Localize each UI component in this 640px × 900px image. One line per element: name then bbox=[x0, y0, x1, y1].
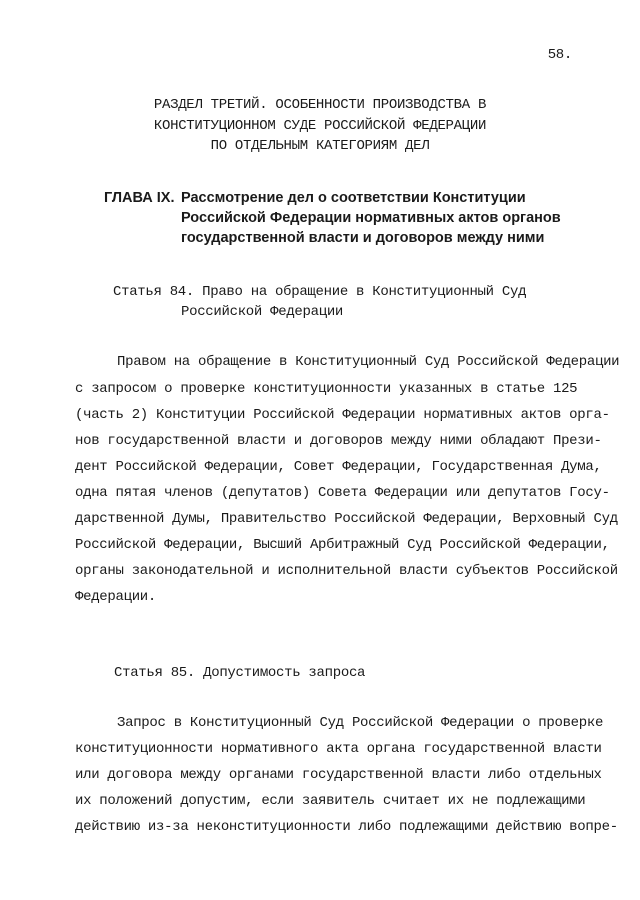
chapter-title-line-3: государственной власти и договоров между ними bbox=[181, 230, 545, 246]
article-84-body-line: Федерации. bbox=[75, 589, 157, 605]
article-85-body-line: действию из-за неконституционности либо подлежащими действию вопре- bbox=[75, 819, 618, 835]
article-84-body-line: одна пятая членов (депутатов) Совета Федерации или депутатов Госу- bbox=[75, 485, 610, 501]
article-84-body-line: (часть 2) Конституции Российской Федерации нормативных актов орга- bbox=[75, 407, 610, 423]
article-85-body-line: конституционности нормативного акта органа государственной власти bbox=[75, 741, 602, 757]
chapter-title-line-2: Российской Федерации нормативных актов органов bbox=[181, 210, 561, 226]
article-84-body-line: дент Российской Федерации, Совет Федерации, Государственная Дума, bbox=[75, 459, 602, 475]
article-84-heading-line-2: Российской Федерации bbox=[181, 304, 344, 320]
article-85-body-line: Запрос в Конституционный Суд Российской Федерации о проверке bbox=[117, 715, 604, 731]
chapter-label: ГЛАВА IX. bbox=[104, 190, 175, 206]
chapter-title-line-1: Рассмотрение дел о соответствии Конституции bbox=[181, 190, 526, 206]
article-85-body-line: их положений допустим, если заявитель считает их не подлежащими bbox=[75, 793, 586, 809]
article-84-body-line: органы законодательной и исполнительной власти субъектов Российской bbox=[75, 563, 618, 579]
page-number: 58. bbox=[547, 47, 572, 63]
article-84-heading-line-1: Статья 84. Право на обращение в Конституционный Суд bbox=[113, 284, 527, 300]
article-84-body-line: Правом на обращение в Конституционный Суд Российской Федерации bbox=[117, 354, 620, 370]
article-85-body-line: или договора между органами государственной власти либо отдельных bbox=[75, 767, 602, 783]
article-84-body-line: нов государственной власти и договоров между ними обладают Прези- bbox=[75, 433, 602, 449]
section-title-line-2: КОНСТИТУЦИОННОМ СУДЕ РОССИЙСКОЙ ФЕДЕРАЦИИ bbox=[153, 118, 487, 134]
article-84-body-line: Российской Федерации, Высший Арбитражный Суд Российской Федерации, bbox=[75, 537, 610, 553]
section-title-line-1: РАЗДЕЛ ТРЕТИЙ. ОСОБЕННОСТИ ПРОИЗВОДСТВА В bbox=[153, 97, 487, 113]
article-84-body-line: с запросом о проверке конституционности указанных в статье 125 bbox=[75, 381, 578, 397]
article-84-body-line: дарственной Думы, Правительство Российской Федерации, Верховный Суд bbox=[75, 511, 618, 527]
section-title-line-3: ПО ОТДЕЛЬНЫМ КАТЕГОРИЯМ ДЕЛ bbox=[210, 138, 430, 154]
article-85-heading: Статья 85. Допустимость запроса bbox=[114, 665, 366, 681]
